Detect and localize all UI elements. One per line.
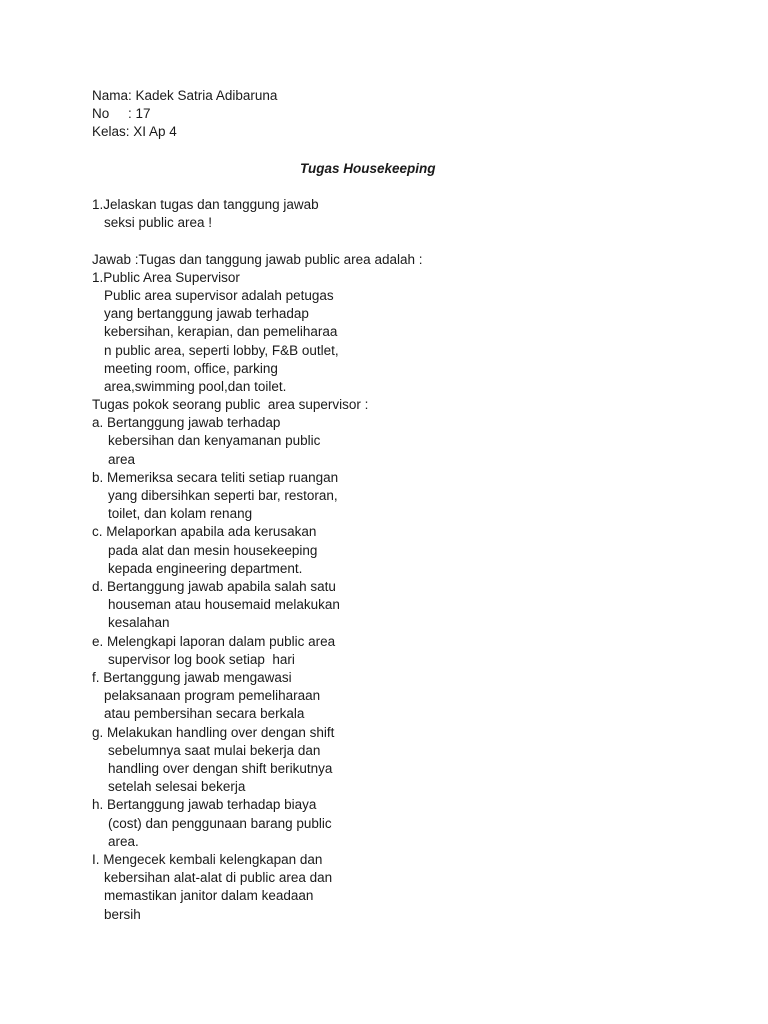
task-item: I. Mengecek kembali kelengkapan dan: [92, 852, 323, 867]
definition-line: n public area, seperti lobby, F&B outlet,: [104, 343, 339, 358]
task-item-continuation: handling over dengan shift berikutnya: [108, 761, 333, 776]
task-item-continuation: kesalahan: [108, 615, 170, 630]
definition-line: kebersihan, kerapian, dan pemeliharaa: [104, 324, 338, 339]
question-line: seksi public area !: [104, 215, 213, 230]
task-item-continuation: memastikan janitor dalam keadaan: [104, 888, 314, 903]
task-item-continuation: kebersihan alat-alat di public area dan: [104, 870, 333, 885]
tasks-intro: Tugas pokok seorang public area supervisor :: [92, 397, 369, 412]
task-item: b. Memeriksa secara teliti setiap ruangan: [92, 470, 339, 485]
task-item-continuation: yang dibersihkan seperti bar, restoran,: [108, 488, 338, 503]
task-item: h. Bertanggung jawab terhadap biaya: [92, 797, 317, 812]
task-item-continuation: pelaksanaan program pemeliharaan: [104, 688, 321, 703]
document-title: Tugas Housekeeping: [300, 161, 436, 176]
task-item: e. Melengkapi laporan dalam public area: [92, 634, 336, 649]
task-item-continuation: area: [108, 452, 136, 467]
definition-line: yang bertanggung jawab terhadap: [104, 306, 309, 321]
task-item-continuation: supervisor log book setiap hari: [108, 652, 295, 667]
definition-line: Public area supervisor adalah petugas: [104, 288, 334, 303]
task-item: g. Melakukan handling over dengan shift: [92, 725, 335, 740]
answer-heading: 1.Public Area Supervisor: [92, 270, 240, 285]
question-line: 1.Jelaskan tugas dan tanggung jawab: [92, 197, 319, 212]
task-item-continuation: pada alat dan mesin housekeeping: [108, 543, 318, 558]
student-number: No : 17: [92, 106, 151, 121]
task-item-continuation: atau pembersihan secara berkala: [104, 706, 305, 721]
task-item-continuation: area.: [108, 834, 139, 849]
task-item-continuation: houseman atau housemaid melakukan: [108, 597, 340, 612]
task-item: f. Bertanggung jawab mengawasi: [92, 670, 292, 685]
task-item: c. Melaporkan apabila ada kerusakan: [92, 524, 317, 539]
task-item: d. Bertanggung jawab apabila salah satu: [92, 579, 336, 594]
task-item-continuation: sebelumnya saat mulai bekerja dan: [108, 743, 321, 758]
task-item-continuation: setelah selesai bekerja: [108, 779, 246, 794]
task-item-continuation: kebersihan dan kenyamanan public: [108, 433, 321, 448]
student-name: Nama: Kadek Satria Adibaruna: [92, 88, 278, 103]
definition-line: meeting room, office, parking: [104, 361, 278, 376]
task-item-continuation: kepada engineering department.: [108, 561, 303, 576]
definition-line: area,swimming pool,dan toilet.: [104, 379, 287, 394]
answer-intro: Jawab :Tugas dan tanggung jawab public area adalah :: [92, 252, 423, 267]
task-item-continuation: bersih: [104, 907, 141, 922]
task-item-continuation: toilet, dan kolam renang: [108, 506, 253, 521]
task-item-continuation: (cost) dan penggunaan barang public: [108, 816, 332, 831]
student-class: Kelas: XI Ap 4: [92, 124, 177, 139]
task-item: a. Bertanggung jawab terhadap: [92, 415, 281, 430]
